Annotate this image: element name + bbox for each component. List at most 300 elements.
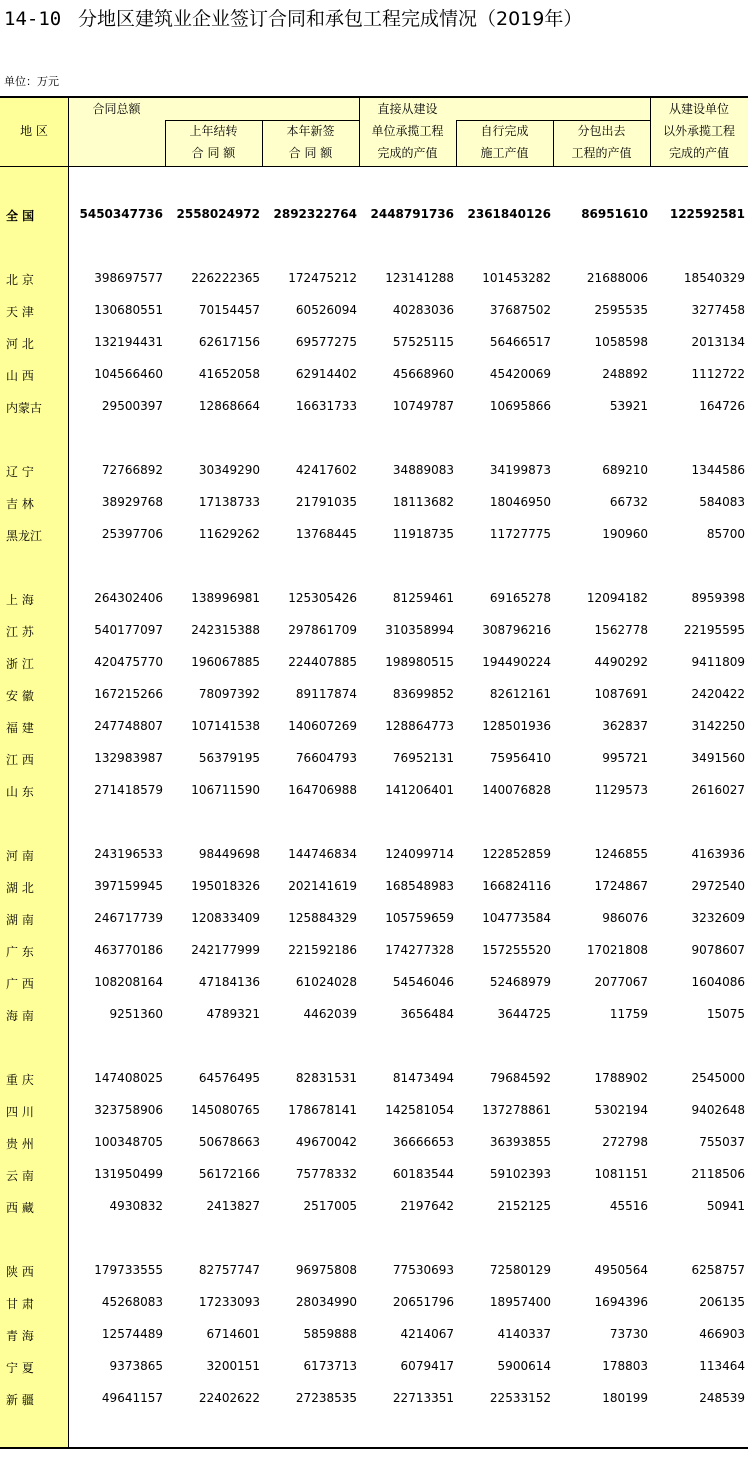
page-title — [4, 4, 582, 31]
table-cell: 60526094 — [295, 303, 357, 317]
table-cell: 178678141 — [288, 1103, 357, 1117]
table-cell: 53921 — [609, 399, 648, 413]
table-cell: 13768445 — [295, 527, 357, 541]
table-cell: 168548983 — [385, 879, 454, 893]
table-cell: 2517005 — [303, 1199, 357, 1213]
table-cell: 45420069 — [489, 367, 551, 381]
table-cell: 16631733 — [295, 399, 357, 413]
table-cell: 4163936 — [691, 847, 745, 861]
table-cell: 125305426 — [288, 591, 357, 605]
table-cell: 362837 — [602, 719, 648, 733]
table-cell: 36666653 — [392, 1135, 454, 1149]
table-cell: 5302194 — [594, 1103, 648, 1117]
region-name: 贵 州 — [6, 1137, 34, 1151]
table-cell: 1087691 — [594, 687, 648, 701]
table-row — [0, 1325, 748, 1345]
region-name: 全 国 — [6, 209, 35, 223]
header-sub-1: 分包出去 — [577, 124, 626, 138]
table-cell: 52468979 — [489, 975, 551, 989]
table-cell: 56172166 — [198, 1167, 260, 1181]
table-cell: 96975808 — [295, 1263, 357, 1277]
header-other-2: 以外承揽工程 — [662, 124, 735, 138]
table-row — [0, 365, 748, 385]
table-cell: 3232609 — [691, 911, 745, 925]
table-cell: 45516 — [609, 1199, 648, 1213]
table-cell: 75956410 — [489, 751, 551, 765]
header-other-3: 完成的产值 — [668, 146, 729, 160]
table-cell: 22533152 — [489, 1391, 551, 1405]
table-cell: 248892 — [602, 367, 648, 381]
table-cell: 61024028 — [295, 975, 357, 989]
header-separator — [0, 166, 748, 167]
table-cell: 70154457 — [198, 303, 260, 317]
table-cell: 62914402 — [295, 367, 357, 381]
table-cell: 398697577 — [94, 271, 163, 285]
table-cell: 2595535 — [594, 303, 648, 317]
table-cell: 9078607 — [691, 943, 745, 957]
table-cell: 463770186 — [94, 943, 163, 957]
table-cell: 1694396 — [594, 1295, 648, 1309]
table-row — [0, 397, 748, 417]
table-cell: 3491560 — [691, 751, 745, 765]
region-name: 福 建 — [6, 721, 34, 735]
table-cell: 81473494 — [392, 1071, 454, 1085]
table-cell: 2077067 — [594, 975, 648, 989]
table-cell: 755037 — [699, 1135, 745, 1149]
header-other-1: 从建设单位 — [668, 102, 729, 116]
header-prev-year-1: 上年结转 — [189, 124, 238, 138]
table-cell: 128501936 — [482, 719, 551, 733]
table-cell: 122592581 — [669, 207, 745, 221]
table-cell: 3200151 — [206, 1359, 260, 1373]
table-cell: 132194431 — [94, 335, 163, 349]
table-cell: 82757747 — [198, 1263, 260, 1277]
table-cell: 5450347736 — [79, 207, 163, 221]
table-cell: 122852859 — [482, 847, 551, 861]
region-name: 新 疆 — [6, 1393, 34, 1407]
table-cell: 18540329 — [683, 271, 745, 285]
header-new-2: 合 同 额 — [288, 146, 333, 160]
table-cell: 12868664 — [198, 399, 260, 413]
table-row — [0, 205, 748, 225]
table-row — [0, 461, 748, 481]
table-cell: 105759659 — [385, 911, 454, 925]
table-row — [0, 589, 748, 609]
table-cell: 81259461 — [392, 591, 454, 605]
table-cell: 141206401 — [385, 783, 454, 797]
table-cell: 62617156 — [198, 335, 260, 349]
table-cell: 206135 — [699, 1295, 745, 1309]
table-cell: 49641157 — [101, 1391, 163, 1405]
table-cell: 17138733 — [198, 495, 260, 509]
table-cell: 125884329 — [288, 911, 357, 925]
table-cell: 226222365 — [191, 271, 260, 285]
table-cell: 59102393 — [489, 1167, 551, 1181]
table-row — [0, 1165, 748, 1185]
region-name: 宁 夏 — [6, 1361, 34, 1375]
header-self-1: 自行完成 — [480, 124, 529, 138]
table-cell: 107141538 — [191, 719, 260, 733]
table-cell: 144746834 — [288, 847, 357, 861]
table-cell: 57525115 — [392, 335, 454, 349]
table-cell: 2616027 — [691, 783, 745, 797]
table-cell: 310358994 — [385, 623, 454, 637]
table-cell: 86951610 — [581, 207, 648, 221]
table-row — [0, 1101, 748, 1121]
table-cell: 42417602 — [295, 463, 357, 477]
table-cell: 1081151 — [594, 1167, 648, 1181]
table-cell: 190960 — [602, 527, 648, 541]
table-cell: 36393855 — [489, 1135, 551, 1149]
region-name: 江 西 — [6, 753, 34, 767]
table-cell: 34199873 — [489, 463, 551, 477]
table-cell: 164726 — [699, 399, 745, 413]
table-cell: 4950564 — [594, 1263, 648, 1277]
table-cell: 131950499 — [94, 1167, 163, 1181]
table-cell: 15075 — [706, 1007, 745, 1021]
region-name: 辽 宁 — [6, 465, 34, 479]
table-cell: 1058598 — [594, 335, 648, 349]
table-cell: 17233093 — [198, 1295, 260, 1309]
table-cell: 172475212 — [288, 271, 357, 285]
region-name: 湖 北 — [6, 881, 34, 895]
table-cell: 9373865 — [109, 1359, 163, 1373]
table-row — [0, 781, 748, 801]
table-cell: 397159945 — [94, 879, 163, 893]
table-cell: 3644725 — [497, 1007, 551, 1021]
table-cell: 11727775 — [489, 527, 551, 541]
table-cell: 6079417 — [400, 1359, 454, 1373]
table-cell: 120833409 — [191, 911, 260, 925]
table-cell: 108208164 — [94, 975, 163, 989]
table-cell: 3656484 — [400, 1007, 454, 1021]
table-cell: 995721 — [602, 751, 648, 765]
region-name: 山 东 — [6, 785, 34, 799]
table-cell: 2448791736 — [370, 207, 454, 221]
table-cell: 246717739 — [94, 911, 163, 925]
table-cell: 264302406 — [94, 591, 163, 605]
table-cell: 11759 — [609, 1007, 648, 1021]
data-table — [0, 96, 748, 1449]
region-name: 四 川 — [6, 1105, 34, 1119]
table-cell: 243196533 — [94, 847, 163, 861]
table-cell: 4140337 — [497, 1327, 551, 1341]
table-cell: 6258757 — [691, 1263, 745, 1277]
table-cell: 689210 — [602, 463, 648, 477]
table-cell: 4214067 — [400, 1327, 454, 1341]
table-cell: 167215266 — [94, 687, 163, 701]
table-cell: 60183544 — [392, 1167, 454, 1181]
region-name: 重 庆 — [6, 1073, 34, 1087]
table-cell: 124099714 — [385, 847, 454, 861]
table-cell: 10695866 — [489, 399, 551, 413]
table-row — [0, 1069, 748, 1089]
table-row — [0, 749, 748, 769]
table-cell: 1129573 — [594, 783, 648, 797]
table-cell: 17021808 — [586, 943, 648, 957]
table-cell: 202141619 — [288, 879, 357, 893]
table-cell: 82612161 — [489, 687, 551, 701]
table-cell: 69165278 — [489, 591, 551, 605]
header-direct-2: 完成的产值 — [377, 146, 438, 160]
table-cell: 130680551 — [94, 303, 163, 317]
table-cell: 2118506 — [691, 1167, 745, 1181]
table-cell: 50941 — [706, 1199, 745, 1213]
table-cell: 73730 — [609, 1327, 648, 1341]
table-cell: 164706988 — [288, 783, 357, 797]
table-row — [0, 941, 748, 961]
table-cell: 40283036 — [392, 303, 454, 317]
table-cell: 69577275 — [295, 335, 357, 349]
table-cell: 2197642 — [400, 1199, 454, 1213]
table-cell: 10749787 — [392, 399, 454, 413]
region-name: 青 海 — [6, 1329, 34, 1343]
table-cell: 1246855 — [594, 847, 648, 861]
table-row — [0, 525, 748, 545]
table-cell: 18957400 — [489, 1295, 551, 1309]
header-self-2: 施工产值 — [480, 146, 529, 160]
table-cell: 3142250 — [691, 719, 745, 733]
table-cell: 54546046 — [392, 975, 454, 989]
table-cell: 12574489 — [101, 1327, 163, 1341]
table-cell: 4789321 — [206, 1007, 260, 1021]
table-cell: 174277328 — [385, 943, 454, 957]
region-name: 西 藏 — [6, 1201, 34, 1215]
table-cell: 166824116 — [482, 879, 551, 893]
table-cell: 132983987 — [94, 751, 163, 765]
table-cell: 123141288 — [385, 271, 454, 285]
table-cell: 194490224 — [482, 655, 551, 669]
table-cell: 297861709 — [288, 623, 357, 637]
table-cell: 1112722 — [691, 367, 745, 381]
table-cell: 1604086 — [691, 975, 745, 989]
table-cell: 157255520 — [482, 943, 551, 957]
table-cell: 45668960 — [392, 367, 454, 381]
table-cell: 11629262 — [198, 527, 260, 541]
header-direct-1: 单位承揽工程 — [371, 124, 444, 138]
table-cell: 1788902 — [594, 1071, 648, 1085]
table-cell: 9411809 — [691, 655, 745, 669]
table-cell: 2013134 — [691, 335, 745, 349]
region-name: 广 西 — [6, 977, 34, 991]
table-cell: 179733555 — [94, 1263, 163, 1277]
table-cell: 178803 — [602, 1359, 648, 1373]
table-row — [0, 653, 748, 673]
table-cell: 104773584 — [482, 911, 551, 925]
header-region: 地 区 — [20, 124, 48, 138]
table-cell: 30349290 — [198, 463, 260, 477]
table-cell: 4490292 — [594, 655, 648, 669]
region-name: 海 南 — [6, 1009, 34, 1023]
table-cell: 76604793 — [295, 751, 357, 765]
table-cell: 3277458 — [691, 303, 745, 317]
table-cell: 41652058 — [198, 367, 260, 381]
header-direct-group: 直接从建设 — [377, 102, 438, 116]
table-cell: 6173713 — [303, 1359, 357, 1373]
table-cell: 2361840126 — [467, 207, 551, 221]
table-cell: 28034990 — [295, 1295, 357, 1309]
table-cell: 11918735 — [392, 527, 454, 541]
table-cell: 75778332 — [295, 1167, 357, 1181]
table-cell: 18113682 — [392, 495, 454, 509]
table-cell: 2892322764 — [273, 207, 357, 221]
region-name: 河 北 — [6, 337, 34, 351]
region-name: 河 南 — [6, 849, 34, 863]
table-cell: 221592186 — [288, 943, 357, 957]
table-cell: 77530693 — [392, 1263, 454, 1277]
table-cell: 72580129 — [489, 1263, 551, 1277]
table-cell: 22195595 — [683, 623, 745, 637]
table-cell: 45268083 — [101, 1295, 163, 1309]
table-cell: 986076 — [602, 911, 648, 925]
table-cell: 64576495 — [198, 1071, 260, 1085]
region-name: 江 苏 — [6, 625, 34, 639]
table-cell: 540177097 — [94, 623, 163, 637]
table-cell: 66732 — [609, 495, 648, 509]
table-cell: 38929768 — [101, 495, 163, 509]
table-cell: 100348705 — [94, 1135, 163, 1149]
table-cell: 1344586 — [691, 463, 745, 477]
table-number: 14-10 — [4, 8, 62, 30]
table-cell: 272798 — [602, 1135, 648, 1149]
table-cell: 1724867 — [594, 879, 648, 893]
table-cell: 466903 — [699, 1327, 745, 1341]
table-row — [0, 1389, 748, 1409]
table-cell: 25397706 — [101, 527, 163, 541]
table-cell: 198980515 — [385, 655, 454, 669]
table-row — [0, 269, 748, 289]
table-cell: 12094182 — [586, 591, 648, 605]
table-cell: 147408025 — [94, 1071, 163, 1085]
region-name: 湖 南 — [6, 913, 34, 927]
table-row — [0, 845, 748, 865]
table-cell: 9402648 — [691, 1103, 745, 1117]
table-cell: 140607269 — [288, 719, 357, 733]
table-cell: 195018326 — [191, 879, 260, 893]
region-name: 上 海 — [6, 593, 34, 607]
table-cell: 2545000 — [691, 1071, 745, 1085]
table-row — [0, 493, 748, 513]
table-cell: 2972540 — [691, 879, 745, 893]
table-row — [0, 621, 748, 641]
header-sub-2: 工程的产值 — [571, 146, 632, 160]
table-cell: 78097392 — [198, 687, 260, 701]
table-cell: 308796216 — [482, 623, 551, 637]
table-cell: 47184136 — [198, 975, 260, 989]
table-cell: 4930832 — [109, 1199, 163, 1213]
table-cell: 113464 — [699, 1359, 745, 1373]
table-cell: 420475770 — [94, 655, 163, 669]
table-cell: 104566460 — [94, 367, 163, 381]
table-row — [0, 685, 748, 705]
table-cell: 323758906 — [94, 1103, 163, 1117]
table-cell: 37687502 — [489, 303, 551, 317]
table-row — [0, 973, 748, 993]
table-cell: 79684592 — [489, 1071, 551, 1085]
table-cell: 140076828 — [482, 783, 551, 797]
header-contract-total: 合同总额 — [92, 102, 141, 116]
header-new-1: 本年新签 — [286, 124, 335, 138]
region-name: 陕 西 — [6, 1265, 34, 1279]
table-cell: 242315388 — [191, 623, 260, 637]
table-cell: 21791035 — [295, 495, 357, 509]
table-cell: 18046950 — [489, 495, 551, 509]
table-cell: 196067885 — [191, 655, 260, 669]
region-name: 山 西 — [6, 369, 34, 383]
unit-label: 单位：万元 — [4, 75, 59, 88]
table-cell: 56466517 — [489, 335, 551, 349]
region-name: 甘 肃 — [6, 1297, 34, 1311]
table-cell: 2558024972 — [176, 207, 260, 221]
region-name: 浙 江 — [6, 657, 34, 671]
table-cell: 142581054 — [385, 1103, 454, 1117]
table-cell: 50678663 — [198, 1135, 260, 1149]
table-cell: 106711590 — [191, 783, 260, 797]
region-name: 广 东 — [6, 945, 34, 959]
table-cell: 138996981 — [191, 591, 260, 605]
table-row — [0, 1197, 748, 1217]
table-cell: 247748807 — [94, 719, 163, 733]
table-cell: 145080765 — [191, 1103, 260, 1117]
table-row — [0, 909, 748, 929]
table-row — [0, 1357, 748, 1377]
table-cell: 34889083 — [392, 463, 454, 477]
table-row — [0, 1133, 748, 1153]
table-row — [0, 1005, 748, 1025]
region-name: 吉 林 — [6, 497, 34, 511]
table-cell: 82831531 — [295, 1071, 357, 1085]
table-row — [0, 1261, 748, 1281]
table-cell: 21688006 — [586, 271, 648, 285]
table-cell: 242177999 — [191, 943, 260, 957]
table-cell: 137278861 — [482, 1103, 551, 1117]
table-cell: 2152125 — [497, 1199, 551, 1213]
table-cell: 22402622 — [198, 1391, 260, 1405]
table-cell: 72766892 — [101, 463, 163, 477]
table-cell: 5859888 — [303, 1327, 357, 1341]
table-cell: 8959398 — [691, 591, 745, 605]
table-cell: 85700 — [706, 527, 745, 541]
table-cell: 27238535 — [295, 1391, 357, 1405]
table-cell: 101453282 — [482, 271, 551, 285]
table-cell: 49670042 — [295, 1135, 357, 1149]
table-cell: 1562778 — [594, 623, 648, 637]
region-name: 天 津 — [6, 305, 34, 319]
table-cell: 83699852 — [392, 687, 454, 701]
region-name: 内蒙古 — [6, 401, 43, 415]
table-row — [0, 717, 748, 737]
table-cell: 98449698 — [198, 847, 260, 861]
region-name: 黑龙江 — [6, 529, 43, 543]
table-row — [0, 333, 748, 353]
table-cell: 584083 — [699, 495, 745, 509]
table-cell: 5900614 — [497, 1359, 551, 1373]
header-prev-year-2: 合 同 额 — [191, 146, 236, 160]
table-cell: 248539 — [699, 1391, 745, 1405]
region-name: 云 南 — [6, 1169, 34, 1183]
table-row — [0, 301, 748, 321]
table-cell: 89117874 — [295, 687, 357, 701]
table-cell: 2420422 — [691, 687, 745, 701]
table-cell: 9251360 — [109, 1007, 163, 1021]
table-cell: 128864773 — [385, 719, 454, 733]
table-title: 分地区建筑业企业签订合同和承包工程完成情况（2019年） — [78, 8, 583, 30]
table-cell: 20651796 — [392, 1295, 454, 1309]
table-cell: 2413827 — [206, 1199, 260, 1213]
region-name: 安 徽 — [6, 689, 34, 703]
region-name: 北 京 — [6, 273, 34, 287]
table-row — [0, 1293, 748, 1313]
